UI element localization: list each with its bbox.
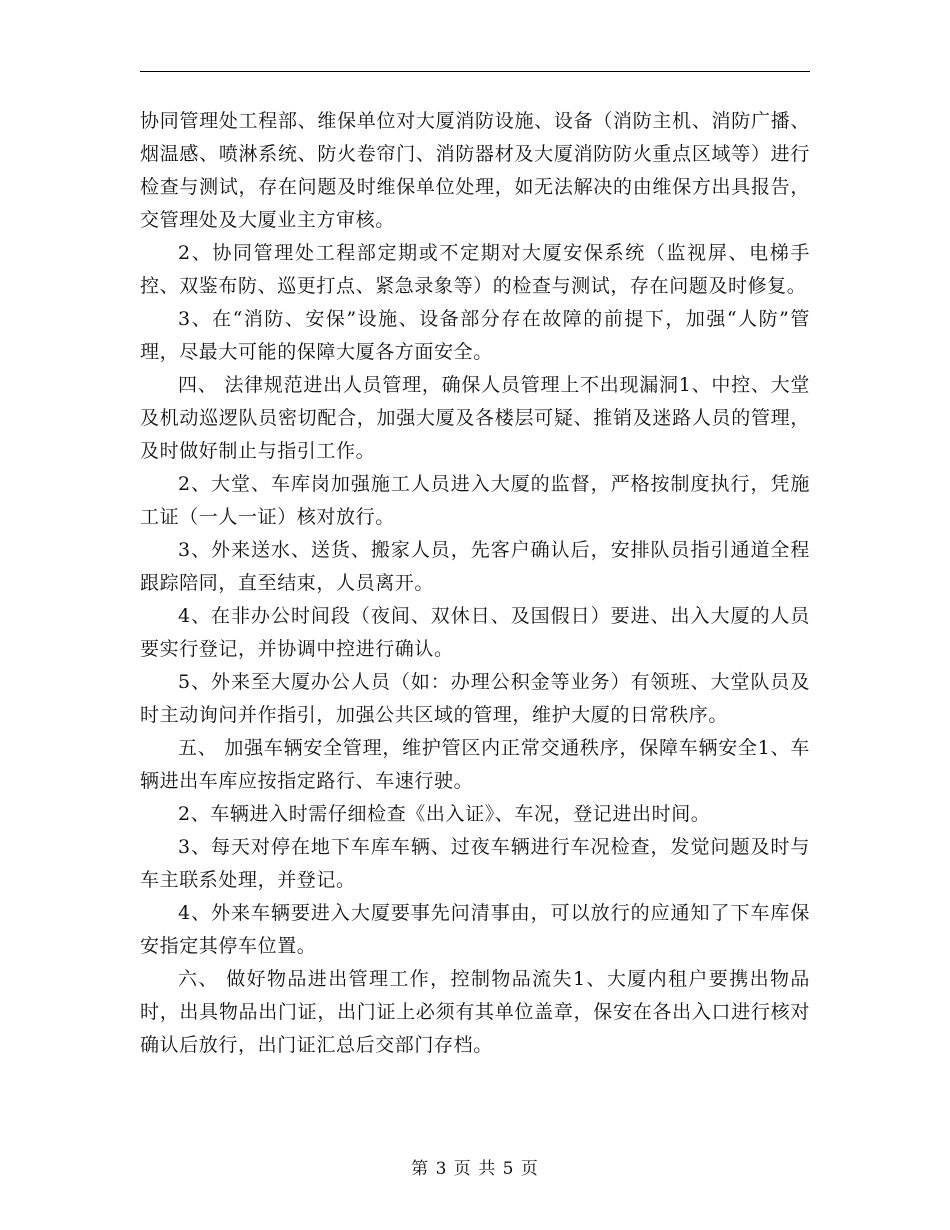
section-heading-paragraph: 四、 法律规范进出人员管理，确保人员管理上不出现漏洞1、中控、大堂及机动巡逻队员密切配合，加强大厦及各楼层可疑、推销及迷路人员的管理，及时做好制止与指引工作。 (140, 374, 810, 462)
paragraph: 协同管理处工程部、维保单位对大厦消防设施、设备（消防主机、消防广播、烟温感、喷淋系统、防火卷帘门、消防器材及大厦消防防火重点区域等）进行检查与测试，存在问题及时维保单位处理，如无法解决的由维保方出具报告，交管理处及大厦业主方审核。 (140, 110, 810, 231)
paragraph: 2、协同管理处工程部定期或不定期对大厦安保系统（监视屏、电梯手控、双鉴布防、巡更打点、紧急录象等）的检查与测试，存在问题及时修复。 (140, 242, 810, 297)
section-heading-paragraph: 五、 加强车辆安全管理，维护管区内正常交通秩序，保障车辆安全1、车辆进出车库应按指定路行、车速行驶。 (140, 737, 810, 792)
paragraph: 3、在“消防、安保”设施、设备部分存在故障的前提下，加强“人防”管理，尽最大可能的保障大厦各方面安全。 (140, 308, 810, 363)
paragraph: 2、大堂、车库岗加强施工人员进入大厦的监督，严格按制度执行，凭施工证（一人一证）核对放行。 (140, 473, 810, 528)
paragraph: 2、车辆进入时需仔细检查《出入证》、车况，登记进出时间。 (178, 803, 711, 825)
paragraph: 4、在非办公时间段（夜间、双休日、及国假日）要进、出入大厦的人员要实行登记，并协调中控进行确认。 (140, 605, 810, 660)
paragraph: 3、外来送水、送货、搬家人员，先客户确认后，安排队员指引通道全程跟踪陪同，直至结束，人员离开。 (140, 539, 810, 594)
paragraph: 5、外来至大厦办公人员（如：办理公积金等业务）有领班、大堂队员及时主动询问并作指引，加强公共区域的管理，维护大厦的日常秩序。 (140, 671, 810, 726)
paragraph: 4、外来车辆要进入大厦要事先问清事由，可以放行的应通知了下车库保安指定其停车位置。 (140, 902, 810, 957)
paragraph: 3、每天对停在地下车库车辆、过夜车辆进行车况检查，发觉问题及时与车主联系处理，并登记。 (140, 836, 810, 891)
document-body (140, 105, 810, 1062)
section-heading-paragraph: 六、 做好物品进出管理工作，控制物品流失1、大厦内租户要携出物品时，出具物品出门证，出门证上必须有其单位盖章，保安在各出入口进行核对确认后放行，出门证汇总后交部门存档。 (140, 968, 810, 1056)
header-rule (140, 71, 810, 72)
page-number-footer: 第 3 页 共 5 页 (411, 1159, 539, 1179)
